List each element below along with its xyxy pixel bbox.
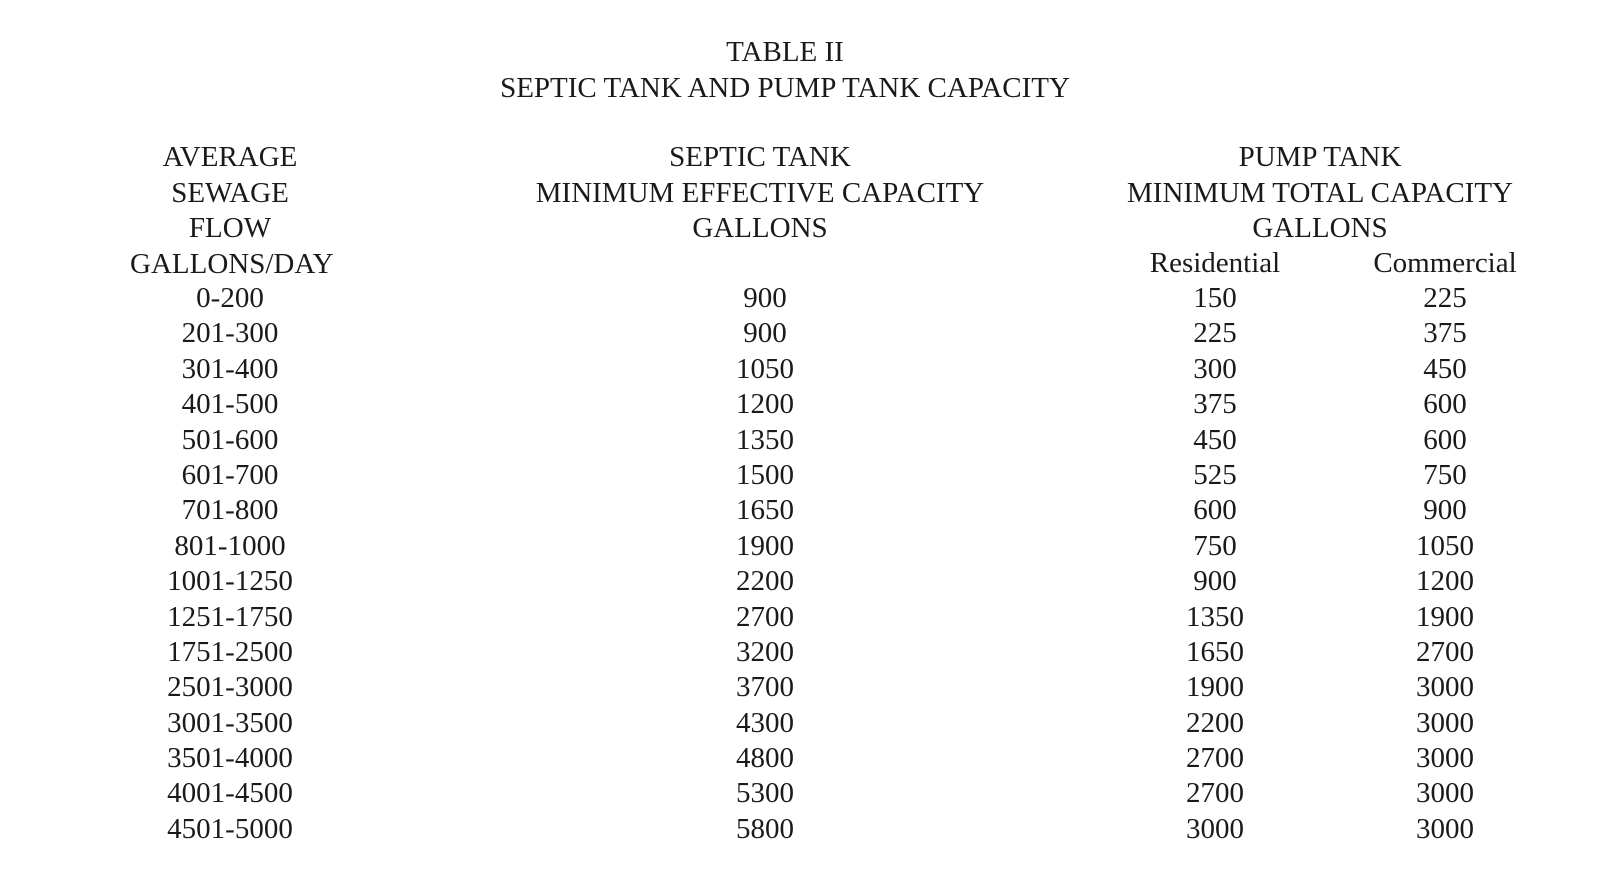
cell-septic: 900 bbox=[743, 282, 787, 314]
header-septic-line: MINIMUM EFFECTIVE CAPACITY bbox=[535, 176, 985, 209]
cell-commercial: 1900 bbox=[1416, 600, 1474, 633]
cell-residential: 1900 bbox=[1186, 671, 1244, 704]
cell-commercial: 750 bbox=[1423, 458, 1467, 491]
cell-commercial: 375 bbox=[1423, 317, 1467, 350]
table-title bbox=[0, 34, 1570, 106]
cell-commercial: 3000 bbox=[1416, 777, 1474, 810]
table-row bbox=[0, 493, 1600, 528]
cell-flow: 3501-4000 bbox=[167, 742, 293, 775]
table-body bbox=[0, 281, 1600, 847]
header-flow-line: FLOW bbox=[188, 212, 272, 244]
table-row bbox=[0, 281, 1600, 316]
cell-commercial: 600 bbox=[1423, 423, 1467, 456]
table-row bbox=[0, 316, 1600, 351]
cell-residential: 525 bbox=[1193, 458, 1237, 491]
table-row bbox=[0, 741, 1600, 776]
cell-septic: 3200 bbox=[736, 635, 794, 668]
cell-septic: 1500 bbox=[736, 458, 794, 491]
table-row bbox=[0, 564, 1600, 599]
cell-residential: 300 bbox=[1193, 352, 1237, 385]
cell-residential: 2700 bbox=[1186, 742, 1244, 775]
cell-septic: 4300 bbox=[736, 706, 794, 739]
subheader-commercial: Commercial bbox=[1373, 247, 1517, 279]
cell-residential: 450 bbox=[1193, 423, 1237, 456]
table-row bbox=[0, 706, 1600, 741]
header-flow-line: GALLONS/DAY bbox=[130, 247, 334, 280]
table-row bbox=[0, 458, 1600, 493]
cell-residential: 2200 bbox=[1186, 706, 1244, 739]
table-row bbox=[0, 776, 1600, 811]
cell-residential: 150 bbox=[1193, 282, 1237, 314]
header-pump-tank bbox=[1095, 140, 1545, 247]
cell-residential: 1350 bbox=[1186, 600, 1244, 633]
cell-residential: 600 bbox=[1193, 494, 1237, 527]
cell-commercial: 1050 bbox=[1416, 529, 1474, 562]
cell-flow: 1751-2500 bbox=[167, 635, 293, 668]
cell-commercial: 225 bbox=[1423, 282, 1467, 314]
cell-residential: 900 bbox=[1193, 565, 1237, 598]
cell-septic: 900 bbox=[743, 317, 787, 350]
header-average-sewage-flow bbox=[130, 140, 334, 282]
table-row bbox=[0, 635, 1600, 670]
cell-commercial: 2700 bbox=[1416, 635, 1474, 668]
cell-septic: 2200 bbox=[736, 565, 794, 598]
header-septic-tank bbox=[495, 140, 1025, 247]
cell-flow: 3001-3500 bbox=[167, 706, 293, 739]
cell-flow: 501-600 bbox=[181, 423, 279, 456]
cell-septic: 1650 bbox=[736, 494, 794, 527]
cell-residential: 3000 bbox=[1186, 812, 1244, 845]
header-septic-line: GALLONS bbox=[692, 212, 828, 244]
cell-septic: 1900 bbox=[736, 529, 794, 562]
cell-septic: 3700 bbox=[736, 671, 794, 704]
table-row bbox=[0, 529, 1600, 564]
cell-septic: 2700 bbox=[736, 600, 794, 633]
cell-flow: 1251-1750 bbox=[167, 600, 293, 633]
cell-residential: 1650 bbox=[1186, 635, 1244, 668]
cell-flow: 401-500 bbox=[181, 388, 279, 421]
cell-flow: 801-1000 bbox=[174, 529, 286, 562]
cell-flow: 701-800 bbox=[181, 494, 279, 527]
cell-flow: 4501-5000 bbox=[167, 812, 293, 845]
table-row bbox=[0, 352, 1600, 387]
cell-flow: 4001-4500 bbox=[167, 777, 293, 810]
cell-flow: 1001-1250 bbox=[167, 565, 293, 598]
table-row bbox=[0, 670, 1600, 705]
cell-commercial: 450 bbox=[1423, 352, 1467, 385]
cell-flow: 301-400 bbox=[181, 352, 279, 385]
header-flow-line: SEWAGE bbox=[171, 176, 289, 209]
cell-commercial: 1200 bbox=[1416, 565, 1474, 598]
table-row bbox=[0, 600, 1600, 635]
cell-residential: 750 bbox=[1193, 529, 1237, 562]
header-flow-line: AVERAGE bbox=[162, 141, 298, 173]
cell-septic: 1050 bbox=[736, 352, 794, 385]
cell-septic: 1350 bbox=[736, 423, 794, 456]
cell-flow: 201-300 bbox=[181, 317, 279, 350]
cell-commercial: 3000 bbox=[1416, 742, 1474, 775]
cell-commercial: 3000 bbox=[1416, 812, 1474, 845]
table-title-line1: TABLE II bbox=[726, 36, 844, 68]
cell-commercial: 600 bbox=[1423, 388, 1467, 421]
cell-residential: 375 bbox=[1193, 388, 1237, 421]
cell-flow: 601-700 bbox=[181, 458, 279, 491]
cell-commercial: 900 bbox=[1423, 494, 1467, 527]
header-pump-line: MINIMUM TOTAL CAPACITY bbox=[1127, 176, 1513, 209]
header-pump-line: PUMP TANK bbox=[1238, 141, 1402, 173]
table-row bbox=[0, 812, 1600, 847]
cell-flow: 2501-3000 bbox=[167, 671, 293, 704]
table-title-line2: SEPTIC TANK AND PUMP TANK CAPACITY bbox=[500, 72, 1070, 104]
cell-flow: 0-200 bbox=[196, 282, 264, 314]
cell-residential: 225 bbox=[1193, 317, 1237, 350]
cell-commercial: 3000 bbox=[1416, 671, 1474, 704]
header-pump-line: GALLONS bbox=[1252, 212, 1388, 244]
cell-septic: 5300 bbox=[736, 777, 794, 810]
table-row bbox=[0, 387, 1600, 422]
cell-commercial: 3000 bbox=[1416, 706, 1474, 739]
header-septic-line: SEPTIC TANK bbox=[669, 141, 851, 173]
cell-residential: 2700 bbox=[1186, 777, 1244, 810]
cell-septic: 5800 bbox=[736, 812, 794, 845]
subheader-residential: Residential bbox=[1149, 247, 1281, 279]
cell-septic: 1200 bbox=[736, 388, 794, 421]
cell-septic: 4800 bbox=[736, 742, 794, 775]
table-row bbox=[0, 423, 1600, 458]
